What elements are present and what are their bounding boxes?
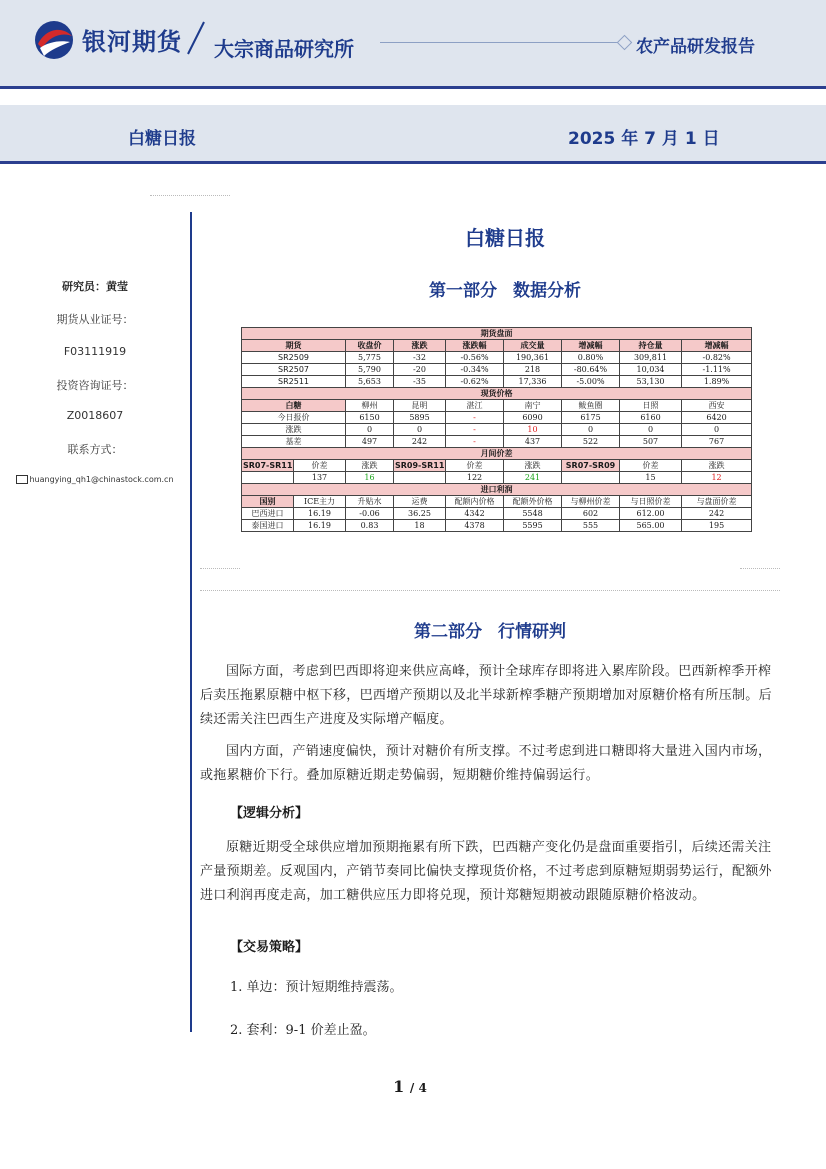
cell: -32 (394, 352, 446, 364)
spread-row (242, 472, 752, 484)
contact-label: 联系方式： (67, 443, 123, 456)
city-header: 湛江 (446, 400, 504, 412)
cell: 309,811 (620, 352, 682, 364)
futures-title-row (242, 328, 752, 340)
cell: 4378 (446, 520, 504, 532)
mail-icon (16, 475, 28, 484)
section-title: 期货盘面 (242, 328, 752, 340)
city-header: 西安 (682, 400, 752, 412)
section-2-heading: 第二部分 行情研判 (414, 622, 566, 642)
spread-pair: SR07-SR11 (243, 461, 293, 470)
col-header: 涨跌 (394, 340, 446, 352)
cell: 53,130 (620, 376, 682, 388)
cell: - (446, 412, 504, 424)
page-total: / 4 (409, 1081, 427, 1095)
sidebar-divider (190, 212, 192, 1032)
city-header: 日照 (620, 400, 682, 412)
cell: 190,361 (504, 352, 562, 364)
cell: 5548 (504, 508, 562, 520)
row-label: 涨跌 (242, 424, 346, 436)
import-row (242, 508, 752, 520)
researcher-name: 研究员：黄莹 (62, 280, 128, 293)
page-current: 1 (393, 1077, 405, 1096)
col-header: 涨跌 (682, 460, 752, 472)
import-title-row (242, 484, 752, 496)
cell: 195 (682, 520, 752, 532)
col-header: 与柳州价差 (562, 496, 620, 508)
cell: 5,790 (346, 364, 394, 376)
cell: -0.56% (446, 352, 504, 364)
strategy-item: 2. 套利：9-1 价差止盈。 (230, 1023, 376, 1038)
contract-cell: SR2507 (242, 364, 346, 376)
col-header: 成交量 (504, 340, 562, 352)
cell: 16.19 (294, 520, 346, 532)
cell: 6090 (504, 412, 562, 424)
consult-number: Z0018607 (66, 409, 124, 422)
cell: 16.19 (294, 508, 346, 520)
cell: 0 (682, 424, 752, 436)
section-1-heading: 第一部分 数据分析 (429, 281, 581, 301)
spot-title-row (242, 388, 752, 400)
cell: -80.64% (562, 364, 620, 376)
spot-header-row (242, 400, 752, 412)
cell: -0.82% (682, 352, 752, 364)
cell: 16 (346, 472, 394, 484)
cell (394, 472, 446, 484)
city-header: 鲅鱼圈 (562, 400, 620, 412)
col-header: 升贴水 (346, 496, 394, 508)
col-header: 增减幅 (682, 340, 752, 352)
row-label: 基差 (242, 436, 346, 448)
paragraph-logic: 原糖近期受全球供应增加预期拖累有所下跌，巴西糖产变化仍是盘面重要指引，后续还需关注产量预期差。反观国内，产销节奏同比偏快支撑现货价格，不过考虑到原糖短期弱势运行，配额外进口利润再度走高，加工糖供应压力即将兑现，预计郑糖短期被动跟随原糖价格波动。 (200, 840, 772, 903)
col-header: 白糖 (242, 400, 346, 412)
cell: 0 (346, 424, 394, 436)
cell: 602 (562, 508, 620, 520)
license-number: F03111919 (63, 345, 127, 358)
col-header: 涨跌幅 (446, 340, 504, 352)
cell: 10,034 (620, 364, 682, 376)
cell: 437 (504, 436, 562, 448)
dotted-rule (740, 568, 780, 569)
futures-row (242, 376, 752, 388)
cell: -20 (394, 364, 446, 376)
galaxy-logo-icon (32, 18, 76, 62)
report-category: 农产品研发报告 (636, 37, 755, 57)
header-rule (380, 42, 620, 43)
col-header: 涨跌 (346, 460, 394, 472)
cell: 5895 (394, 412, 446, 424)
cell: 242 (394, 436, 446, 448)
row-label: 泰国进口 (242, 520, 294, 532)
paragraph-domestic: 国内方面，产销速度偏快，预计对糖价有所支撑。不过考虑到进口糖即将大量进入国内市场，或拖累糖价下行。叠加原糖近期走势偏弱，短期糖价维持偏弱运行。 (200, 744, 772, 783)
cell: 0 (620, 424, 682, 436)
col-header: 收盘价 (346, 340, 394, 352)
report-date: 2025 年 7 月 1 日 (568, 129, 720, 149)
cell (562, 472, 620, 484)
contract-cell: SR2511 (242, 376, 346, 388)
cell: 612.00 (620, 508, 682, 520)
paragraph-international: 国际方面，考虑到巴西即将迎来供应高峰，预计全球库存即将进入累库阶段。巴西新榨季开榨后卖压拖累原糖中枢下移，巴西增产预期以及北半球新榨季糖产预期增加对原糖价格有所压制。后续还需关注巴西生产进度及实际增产幅度。 (200, 664, 772, 727)
col-header: 价差 (446, 460, 504, 472)
city-header: 南宁 (504, 400, 562, 412)
spread-header-row (242, 460, 752, 472)
cell: -0.06 (346, 508, 394, 520)
cell: 36.25 (394, 508, 446, 520)
col-header: 与盘面价差 (682, 496, 752, 508)
col-header: 与日照价差 (620, 496, 682, 508)
license-label: 期货从业证号： (56, 313, 134, 326)
brand-name: 银河期货 (82, 28, 182, 56)
spread-pair: SR07-SR09 (562, 460, 620, 472)
cell: 18 (394, 520, 446, 532)
cell: 0 (562, 424, 620, 436)
cell: 5595 (504, 520, 562, 532)
col-header: 期货 (242, 340, 346, 352)
strategy-item: 1. 单边：预计短期维持震荡。 (230, 980, 403, 995)
cell: 10 (504, 424, 562, 436)
report-title: 白糖日报 (128, 129, 196, 149)
cell: 122 (446, 472, 504, 484)
cell: 565.00 (620, 520, 682, 532)
cell: 0 (394, 424, 446, 436)
col-header: 价差 (620, 460, 682, 472)
futures-header-row (242, 340, 752, 352)
title-band-divider (0, 161, 826, 164)
contract-cell: SR2509 (242, 352, 346, 364)
spread-title-row (242, 448, 752, 460)
col-header: 配额内价格 (446, 496, 504, 508)
import-header-row (242, 496, 752, 508)
email-text[interactable]: huangying_qh1@chinastock.com.cn (29, 475, 174, 484)
cell: 5,775 (346, 352, 394, 364)
col-header: 国别 (242, 496, 294, 508)
col-header: 增减幅 (562, 340, 620, 352)
spot-row (242, 424, 752, 436)
cell: 6160 (620, 412, 682, 424)
cell: 6175 (562, 412, 620, 424)
section-title: 月间价差 (242, 448, 752, 460)
cell: 507 (620, 436, 682, 448)
cell: - (446, 436, 504, 448)
spread-pair: SR09-SR11 (395, 461, 445, 470)
strategy-heading: 【交易策略】 (230, 940, 309, 955)
cell: -1.11% (682, 364, 752, 376)
cell: 242 (682, 508, 752, 520)
spot-row (242, 412, 752, 424)
cell: 497 (346, 436, 394, 448)
dotted-rule (200, 568, 240, 569)
consult-label: 投资咨询证号： (56, 379, 134, 392)
cell: 4342 (446, 508, 504, 520)
cell: 555 (562, 520, 620, 532)
futures-row (242, 364, 752, 376)
futures-row (242, 352, 752, 364)
cell: -5.00% (562, 376, 620, 388)
city-header: 昆明 (394, 400, 446, 412)
cell: 12 (682, 472, 752, 484)
cell: 522 (562, 436, 620, 448)
dotted-rule (150, 195, 230, 196)
cell: -0.34% (446, 364, 504, 376)
cell: -35 (394, 376, 446, 388)
section-title: 进口利润 (242, 484, 752, 496)
cell: 241 (504, 472, 562, 484)
col-header: 运费 (394, 496, 446, 508)
cell: 767 (682, 436, 752, 448)
header-divider (0, 86, 826, 89)
cell: 6420 (682, 412, 752, 424)
cell: 15 (620, 472, 682, 484)
col-header: 涨跌 (504, 460, 562, 472)
cell: -0.62% (446, 376, 504, 388)
city-header: 柳州 (346, 400, 394, 412)
data-table (241, 327, 752, 532)
contact-email[interactable] (0, 475, 190, 484)
col-header: 价差 (294, 460, 346, 472)
cell: 0.83 (346, 520, 394, 532)
cell: 137 (294, 472, 346, 484)
spot-row (242, 436, 752, 448)
institute-name: 大宗商品研究所 (214, 37, 354, 61)
col-header: ICE主力 (294, 496, 346, 508)
import-row (242, 520, 752, 532)
cell: - (446, 424, 504, 436)
col-header: 持仓量 (620, 340, 682, 352)
cell: 5,653 (346, 376, 394, 388)
row-label: 今日报价 (242, 412, 346, 424)
cell (242, 472, 294, 484)
dotted-rule (200, 590, 780, 591)
row-label: 巴西进口 (242, 508, 294, 520)
col-header: 配额外价格 (504, 496, 562, 508)
slash-divider (182, 18, 210, 58)
cell: 17,336 (504, 376, 562, 388)
section-title: 现货价格 (242, 388, 752, 400)
cell: 6150 (346, 412, 394, 424)
document-title: 白糖日报 (465, 226, 545, 250)
logic-heading: 【逻辑分析】 (230, 806, 309, 821)
cell: 218 (504, 364, 562, 376)
cell: 1.89% (682, 376, 752, 388)
cell: 0.80% (562, 352, 620, 364)
page-number (380, 1077, 440, 1096)
